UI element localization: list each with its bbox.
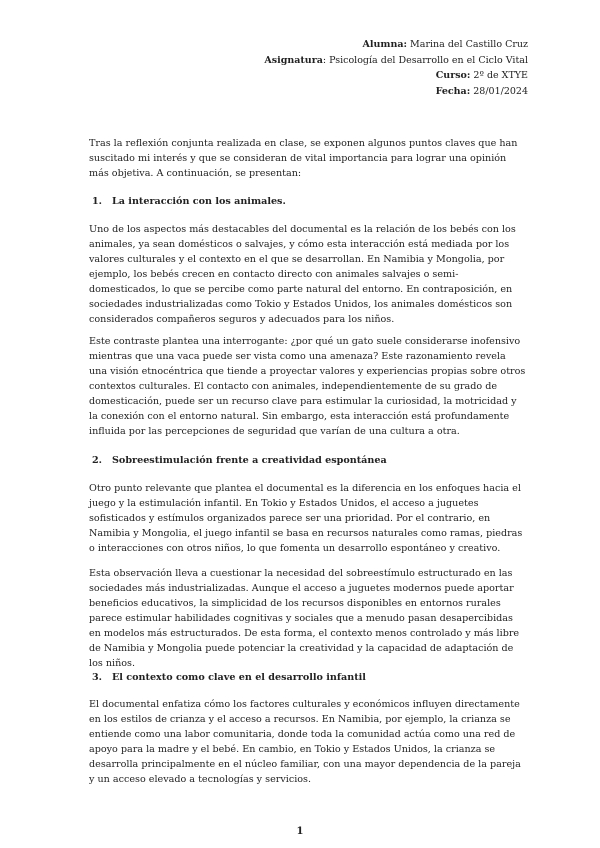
section-3-paragraph-1: El documental enfatiza cómo los factores culturales y económicos influyen directamente en los estilos de crianza y el acceso a recursos. En Namibia, por ejemplo, la crianza se entiende como una labor comunitaria, donde toda la comunidad actúa como una red de apoyo para la madre y el bebé. En cambio, en Tokio y Estados Unidos, la crianza se desarrolla principalmente en el núcleo familiar, con una mayor dependencia de la pareja y un acceso elevado a tecnologías y servicios. <box>89 699 521 785</box>
course-value: 2º de XTYE <box>470 70 528 81</box>
section-1-title: La interacción con los animales. <box>112 196 286 207</box>
subject-line <box>264 53 528 69</box>
section-1-paragraph-1: Uno de los aspectos más destacables del documental es la relación de los bebés con los animales, ya sean domésticos o salvajes, y cómo esta interacción está mediada por los valores culturales y el contexto en el que se desarrollan. En Namibia y Mongolia, por ejemplo, los bebés crecen en contacto directo con animales salvajes o semi-domesticados, lo que se percibe como parte natural del entorno. En contraposición, en sociedades industrializadas como Tokio y Estados Unidos, los animales domésticos son considerados compañeros seguros y adecuados para los niños. <box>89 224 516 325</box>
intro-paragraph: Tras la reflexión conjunta realizada en clase, se exponen algunos puntos claves que han suscitado mi interés y que se consideran de vital importancia para lograr una opinión más objetiva. A continuación, se presentan: <box>89 138 518 179</box>
section-2-title: Sobreestimulación frente a creatividad espontánea <box>112 455 387 466</box>
section-2-paragraph-1: Otro punto relevante que plantea el documental es la diferencia en los enfoques hacia el juego y la estimulación infantil. En Tokio y Estados Unidos, el acceso a juguetes sofisticados y estímulos organizados parece ser una prioridad. Por el contrario, en Namibia y Mongolia, el juego infantil se basa en recursos naturales como ramas, piedras o interacciones con otros niños, lo que fomenta un desarrollo espontáneo y creativo. <box>89 483 523 554</box>
section-3-title: El contexto como clave en el desarrollo infantil <box>112 672 366 683</box>
section-1-number: 1. <box>92 196 103 207</box>
student-value: Marina del Castillo Cruz <box>407 39 528 50</box>
date-line <box>264 84 528 100</box>
section-2-heading <box>89 453 387 468</box>
date-value: 28/01/2024 <box>470 85 528 97</box>
date-label: Fecha: <box>435 85 471 97</box>
section-1-heading <box>89 194 286 209</box>
course-label: Curso: <box>435 70 471 81</box>
section-3-number: 3. <box>92 672 103 683</box>
subject-value: : Psicología del Desarrollo en el Ciclo Vital <box>322 54 528 66</box>
student-label: Alumna: <box>362 39 408 50</box>
student-line <box>264 37 528 53</box>
subject-label: Asignatura <box>264 54 323 66</box>
section-2-number: 2. <box>92 455 103 466</box>
section-1-paragraph-2: Este contraste plantea una interrogante: ¿por qué un gato suele considerarse inofensivo mientras que una vaca puede ser vista como una amenaza? Este razonamiento revela una visión etnocéntrica que tiende a proyectar valores y experiencias propias sobre otros contextos culturales. El contacto con animales, independientemente de su grado de domesticación, puede ser un recurso clave para estimular la curiosidad, la motricidad y la conexión con el entorno natural. Sin embargo, esta interacción está profundamente influida por las percepciones de seguridad que varían de una cultura a otra. <box>89 336 526 437</box>
header-block <box>264 37 528 99</box>
section-2-paragraph-2: Esta observación lleva a cuestionar la necesidad del sobreestímulo estructurado en las sociedades más industrializadas. Aunque el acceso a juguetes modernos puede aportar beneficios educativos, la simplicidad de los recursos disponibles en entornos rurales parece estimular habilidades cognitivas y sociales que a menudo pasan desapercibidas en modelos más estructurados. De esta forma, el contexto menos controlado y más libre de Namibia y Mongolia puede potenciar la creatividad y la capacidad de adaptación de los niños. <box>89 568 520 669</box>
course-line <box>264 68 528 84</box>
page-number: 1 <box>296 826 304 837</box>
section-3-heading <box>89 670 366 685</box>
